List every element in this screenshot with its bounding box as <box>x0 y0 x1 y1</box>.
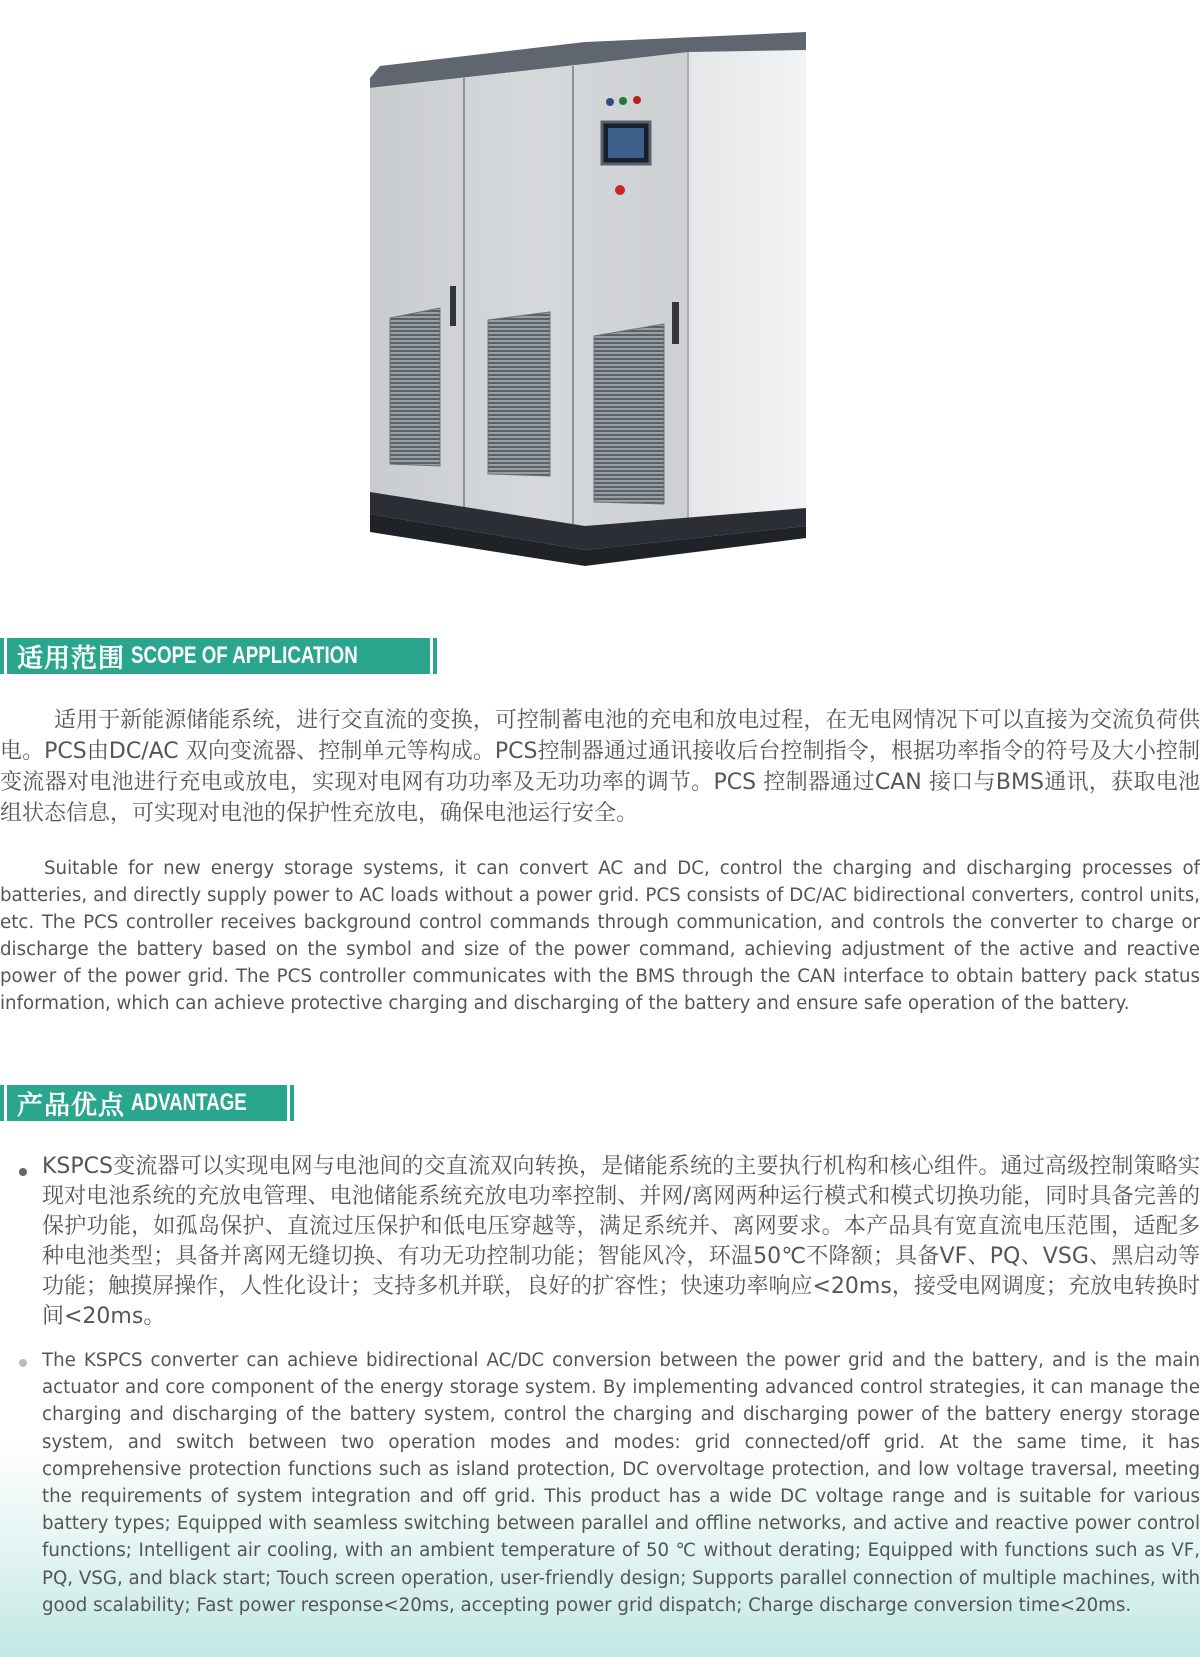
advantage-item-en <box>0 1347 1200 1619</box>
bullet-dot-icon <box>19 1359 27 1367</box>
scope-header-label <box>7 638 430 674</box>
scope-paragraph-en: Suitable for new energy storage systems, it can convert AC and DC, control the charging and discharging processes of batteries, and directly supply power to AC loads without a power grid. PCS consists of DC/AC bidirectional converters, control units, etc. The PCS controller receives background control commands through communication, and controls the converter to charge or discharge the battery based on the symbol and size of the power command, achieving adjustment of the active and reactive power of the power grid. The PCS controller communicates with the BMS through the CAN interface to obtain battery pack status information, which can achieve protective charging and discharging of the battery and ensure safe operation of the battery. <box>0 858 1200 1014</box>
cabinet-image <box>370 26 840 584</box>
header-accent-right <box>290 1085 294 1121</box>
scope-paragraph-cn: 适用于新能源储能系统，进行交直流的变换，可控制蓄电池的充电和放电过程，在无电网情况下可以直接为交流负荷供电。PCS由DC/AC 双向变流器、控制单元等构成。PCS控制器通过通讯接收后台控制指令，根据功率指令的符号及大小控制变流器对电池进行充电或放电，实现对电网有功功率及无功功率的调节。PCS 控制器通过CAN 接口与BMS通讯，获取电池组状态信息，可实现对电池的保护性充放电，确保电池运行安全。 <box>0 708 1200 826</box>
header-accent-right <box>433 638 437 674</box>
scope-title-cn: 适用范围 <box>17 643 126 674</box>
advantage-item-cn <box>0 1152 1200 1332</box>
scope-section-header <box>0 638 437 674</box>
advantage-title-en: ADVANTAGE <box>131 1089 247 1116</box>
advantage-section-header <box>0 1085 294 1121</box>
header-accent-left <box>0 1085 4 1121</box>
advantage-title-cn: 产品优点 <box>17 1090 126 1121</box>
advantage-text-en: The KSPCS converter can achieve bidirectional AC/DC conversion between the power grid and the battery, and is the main actuator and core component of the energy storage system. By implementing advanced control strategies, it can manage the charging and discharging of the battery system, control the charging and discharging power of the battery energy storage system, and switch between two operation modes and modes: grid connected/off grid. At the same time, it has comprehensive protection functions such as island protection, DC overvoltage protection, and low voltage traversal, meeting the requirements of system integration and off grid. This product has a wide DC voltage range and is suitable for various battery types; Equipped with seamless switching between parallel and offline networks, and active and reactive power control functions; Intelligent air cooling, with an ambient temperature of 50 ℃ without derating; Equipped with functions such as VF, PQ, VSG, and black start; Touch screen operation, user-friendly design; Supports parallel connection of multiple machines, with good scalability; Fast power response<20ms, accepting power grid dispatch; Charge discharge conversion time<20ms. <box>42 1350 1200 1616</box>
header-accent-left <box>0 638 4 674</box>
scope-title-en: SCOPE OF APPLICATION <box>131 642 358 669</box>
advantage-header-label <box>7 1085 287 1121</box>
advantage-text-cn: KSPCS变流器可以实现电网与电池间的交直流双向转换，是储能系统的主要执行机构和核心组件。通过高级控制策略实现对电池系统的充放电管理、电池储能系统充放电功率控制、并网/离网两种运行模式和模式切换功能，同时具备完善的保护功能，如孤岛保护、直流过压保护和低电压穿越等，满足系统并、离网要求。本产品具有宽直流电压范围，适配多种电池类型；具备并离网无缝切换、有功无功控制功能；智能风冷，环温50℃不降额；具备VF、PQ、VSG、黑启动等功能；触摸屏操作，人性化设计；支持多机并联，良好的扩容性；快速功率响应<20ms，接受电网调度；充放电转换时间<20ms。 <box>42 1154 1200 1329</box>
bullet-dot-icon <box>19 1168 27 1176</box>
